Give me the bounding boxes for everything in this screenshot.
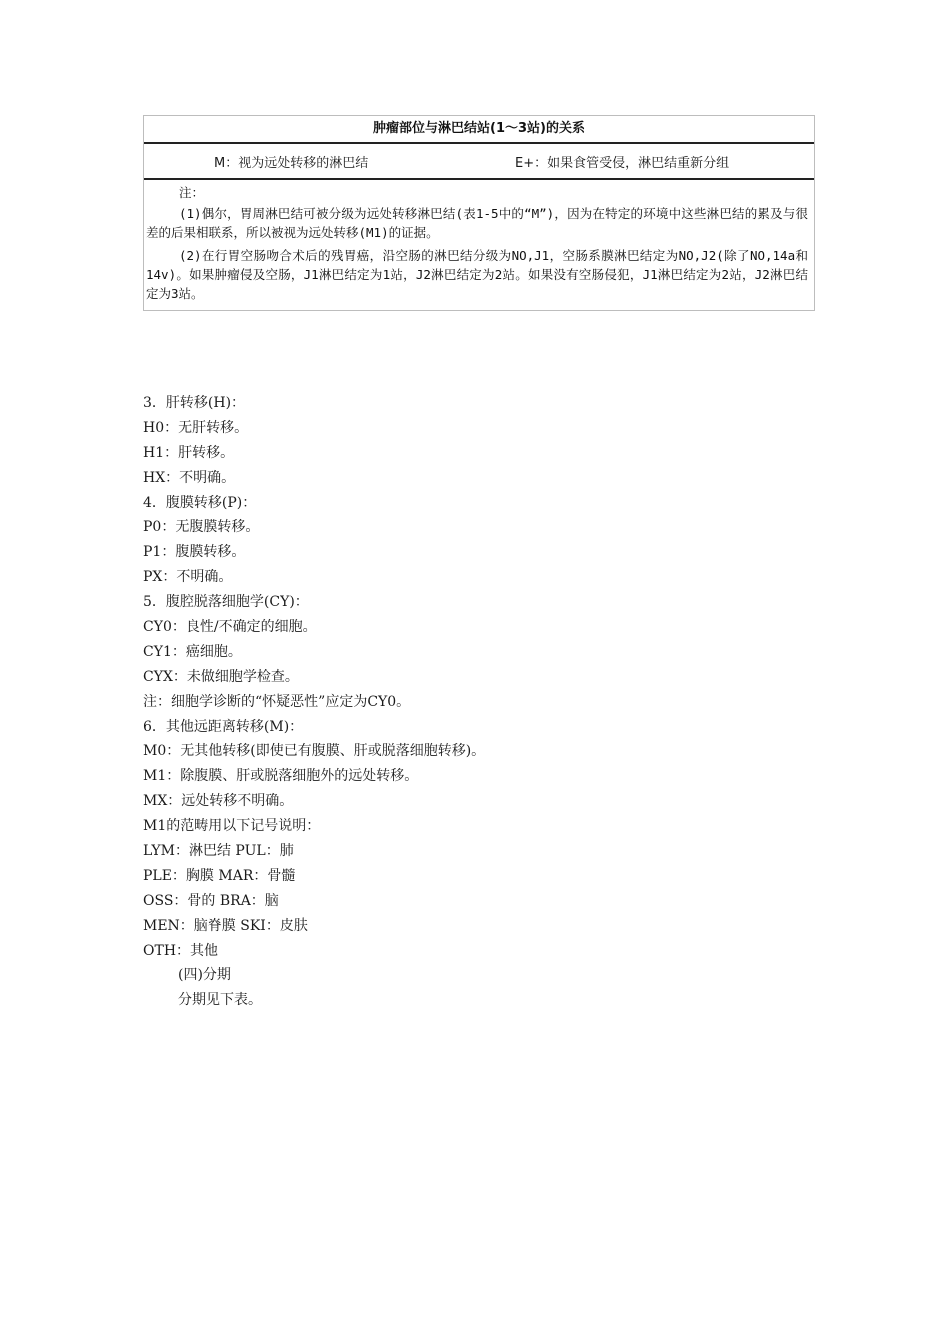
list-item: MEN：脑脊膜 SKI：皮肤 — [143, 917, 308, 934]
section-heading: 5．腹腔脱落细胞学(CY)： — [143, 594, 309, 611]
list-item: H0：无肝转移。 — [143, 419, 249, 436]
table-legend-row — [144, 144, 814, 180]
note-1: (1)偶尔，胃周淋巴结可被分级为远处转移淋巴结(表1-5中的“M”)，因为在特定的环境中这些淋巴结的累及与很差的后果相联系，所以被视为远处转移(M1)的证据。 — [146, 206, 808, 240]
notes-label: 注： — [179, 185, 205, 200]
section-heading: 3．肝转移(H)： — [143, 395, 246, 411]
table-notes — [144, 180, 814, 303]
section-heading: 4．腹膜转移(P)： — [143, 494, 257, 511]
staging-text: 分期见下表。 — [178, 992, 262, 1009]
list-item: M1的范畴用以下记号说明： — [143, 818, 321, 835]
list-item: MX：远处转移不明确。 — [143, 793, 294, 810]
lymph-node-station-table — [143, 115, 815, 311]
list-item: OTH：其他 — [143, 942, 219, 959]
staging-heading: (四)分期 — [178, 967, 231, 984]
note-2: (2)在行胃空肠吻合术后的残胃癌，沿空肠的淋巴结分级为NO,J1，空肠系膜淋巴结定为NO,J2(除了NO,14a和14v)。如果肿瘤侵及空肠，J1淋巴结定为1站，J2淋巴结定为2站。如果没有空肠侵犯，J1淋巴结定为2站，J2淋巴结定为3站。 — [146, 248, 808, 301]
list-item: P1：腹膜转移。 — [143, 544, 246, 561]
list-item: CY0：良性/不确定的细胞。 — [143, 619, 317, 636]
list-item: PX：不明确。 — [143, 569, 233, 586]
list-item: M1：除腹膜、肝或脱落细胞外的远处转移。 — [143, 768, 419, 785]
table-title: 肿瘤部位与淋巴结站(1～3站)的关系 — [144, 116, 814, 144]
list-item: HX：不明确。 — [143, 469, 236, 486]
list-item: CYX：未做细胞学检查。 — [143, 668, 299, 685]
list-item: H1：肝转移。 — [143, 444, 235, 461]
list-item: CY1：癌细胞。 — [143, 643, 242, 660]
e-legend: E+：如果食管受侵，淋巴结重新分组 — [515, 156, 730, 171]
list-item: M0：无其他转移(即使已有腹膜、肝或脱落细胞转移)。 — [143, 743, 486, 760]
list-item: LYM：淋巴结 PUL：肺 — [143, 843, 294, 860]
m-legend: M：视为远处转移的淋巴结 — [214, 156, 369, 171]
list-item: OSS：骨的 BRA：脑 — [143, 892, 279, 909]
note-line: 注：细胞学诊断的“怀疑恶性”应定为CY0。 — [143, 693, 411, 710]
section-heading: 6．其他远距离转移(M)： — [143, 718, 304, 735]
document-body — [143, 391, 823, 1013]
list-item: P0：无腹膜转移。 — [143, 519, 260, 536]
list-item: PLE：胸膜 MAR：骨髓 — [143, 867, 296, 884]
